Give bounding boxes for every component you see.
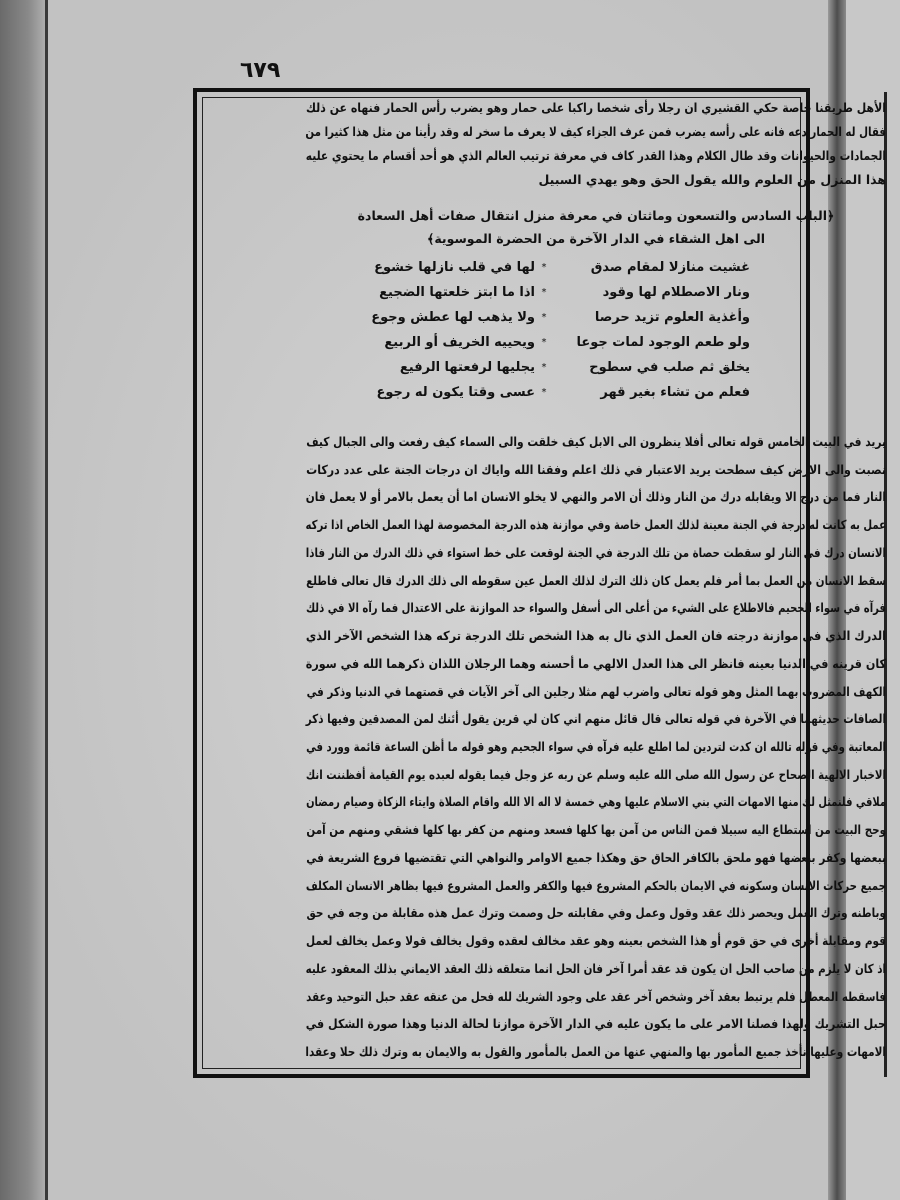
poem-separator-star: * — [541, 262, 547, 273]
poem-hemistich-left: ولا يذهب لها عطش وجوع — [371, 310, 535, 325]
body-text-line: وحج البيت من استطاع اليه سبيلا فمن الناس من آمن بها كلها فسعد ومنهم من كفر بها كلها فشقي ومنهم من آمن — [306, 822, 886, 838]
body-text-line: سقط الانسان من العمل بما أمر فلم يعمل كان ذلك الترك لذلك العمل عين سقوطه الى ذلك الدرك قال تعالى فاطلع — [306, 572, 886, 588]
body-text-line: الامهات وعليها نأخذ جميع المأمور بها والمنهي عنها من العمل بالمأمور والقول به والايمان به وترك ذلك حلا وعقدا — [305, 1044, 886, 1059]
body-text-line: الانسان درك في النار لو سقطت حصاة من تلك الدرجة في الجنة لوقعت على خط استواء في ذلك الدرك من النار فاذا — [305, 544, 886, 560]
intro-text-line: الأهل طريقنا خاصة حكي القشيري ان رجلا رأى شخصا راكبا على حمار وهو يضرب رأس الحمار فنهاه عن ذلك — [305, 100, 886, 115]
body-text-line: فاسقطه المعطل فلم يرتبط بعقد آخر وشخص آخر عقد على وجود الشريك لله فحل من عنقه عقد حبل التوحيد وعقد — [306, 988, 886, 1004]
body-text-line: فرآه في سواء الجحيم فالاطلاع على الشيء من أعلى الى أسفل والسواء حد الموازنة على الاعتدال فما رآه الا في ذلك — [305, 600, 886, 616]
intro-text-line: هذا المنزل من العلوم والله يقول الحق وهو يهدي السبيل — [538, 172, 886, 187]
poem-separator-star: * — [541, 337, 547, 348]
poem-hemistich-left: اذا ما ابتز خلعتها الضجيع — [379, 285, 535, 300]
poem-hemistich-right: وأغذية العلوم تزيد حرصا — [594, 310, 750, 325]
poem-separator-star: * — [541, 312, 547, 323]
poem-hemistich-right: ولو طعم الوجود لمات جوعا — [576, 335, 750, 350]
body-text-line: اذ كان لا يلزم من صاحب الحل ان يكون قد عقد أمرا آخر فان الحل انما متعلقه ذلك العقد الايماني بذلك المعقود عليه — [305, 960, 887, 976]
poem-separator-star: * — [541, 362, 547, 373]
body-text-line: نصبت والى الارض كيف سطحت يريد الاعتبار في ذلك اعلم وفقنا الله واياك ان درجات الجنة على عدد دركات — [306, 461, 886, 477]
poem-separator-star: * — [541, 287, 547, 298]
poem-hemistich-right: ونار الاصطلام لها وقود — [602, 285, 750, 300]
poem-hemistich-right: فعلم من تشاء بغير قهر — [600, 385, 750, 400]
poem-hemistich-left: لها في قلب نازلها خشوع — [374, 260, 535, 275]
body-text-line: قوم ومقابلة أخرى في حق قوم أو هذا الشخص بعينه وهو عقد مخالف لعقده وقول يخالف قولا وعمل يخالف لعمل — [306, 933, 886, 949]
body-text-line: الاخبار الالهية الصحاح عن رسول الله صلى الله عليه وسلم عن ربه عز وجل فيما يقوله لعبده يوم القيامة أفظننت انك — [305, 766, 886, 782]
body-text-line: الدرك الذي في موازنة درجته فان العمل الذي نال به هذا الشخص تلك الدرجة تركه هذا الشخص الآخر الذي — [305, 628, 886, 644]
body-text-line: النار فما من درج الا ويقابله درك من النار وذلك أن الامر والنهي لا يخلو الانسان اما أن يعمل بالامر أو لا يعمل فان — [305, 489, 886, 505]
body-text-line: كان قرينه في الدنيا بعينه فانظر الى هذا العدل الالهي ما أحسنه وهما الرجلان اللذان ذكرهما الله في سورة — [305, 655, 886, 671]
body-text-line: ملاقي فلنمثل لك منها الامهات التي بني الاسلام عليها وهي خمسة لا اله الا الله واقام الصلاة وايتاء الزكاة وصيام رمضان — [306, 794, 887, 810]
poem-hemistich-left: عسى وقتا يكون له رجوع — [376, 385, 535, 400]
chapter-heading-line: ﴿الباب السادس والتسعون وماثتان في معرفة منزل انتقال صفات أهل السعادة — [357, 208, 835, 223]
page-number: ٦٧٩ — [240, 58, 281, 83]
body-text-line: عمل به كانت له درجة في الجنة معينة لذلك العمل خاصة وفي موازنة هذه الدرجة المخصوصة لهذا العمل الخاص اذا تركه — [305, 517, 887, 533]
intro-text-line: فقال له الحمار دعه فانه على رأسه يضرب فمن عرف الجزاء كيف لا يعرف ما سخر له وقد رأينا من مثل هذا كثيرا من — [305, 124, 886, 139]
chapter-heading-line: الى اهل الشقاء في الدار الآخرة من الحضرة الموسوية﴾ — [427, 231, 765, 246]
body-text-line: حبل التشريك ولهذا فصلنا الامر على ما يكون عليه في الدار الآخرة موازنا لحالة الدنيا وهذا صورة الشكل في — [305, 1016, 886, 1032]
poem-hemistich-left: يجليها لرفعتها الرفيع — [399, 360, 535, 375]
body-text-line: المعاتبة وفي قوله تالله ان كدت لتردين لما اطلع عليه فرآه في سواء الجحيم وهو قوله ما أظن الساعة قائمة وورد في — [306, 739, 886, 754]
poem-hemistich-right: يخلق ثم صلب في سطوح — [589, 360, 750, 375]
book-gutter — [0, 0, 48, 1200]
body-text-line: جميع حركات الانسان وسكونه في الايمان بالحكم المشروع فيها والكفر والعمل المشروع فيها بظاهر الانسان المكلف — [305, 877, 886, 893]
body-text-line: الكهف المضروب بهما المثل وهو قوله تعالى واضرب لهم مثلا رجلين الى آخر الآيات في قصتهما في الدنيا وذكر في — [306, 683, 886, 699]
intro-text-line: الجمادات والحيوانات وقد طال الكلام وهذا القدر كاف في معرفة ترتيب العالم الذي هو أحد أقسام ما يحتوي عليه — [305, 148, 886, 163]
body-text-line: الصافات حديثهما في الآخرة في قوله تعالى قال قائل منهم اني كان لي قرين يقول أئنك لمن المصدقين وفيها ذكر — [305, 711, 886, 727]
poem-hemistich-right: غشيت منازلا لمقام صدق — [590, 260, 750, 275]
body-text-line: ببعضها وكفر ببعضها فهو ملحق بالكافر الحاق حق وهكذا جميع الاوامر والنواهي التي تقتضيها فروع الشريعة في — [306, 849, 886, 865]
poem-hemistich-left: ويحييه الخريف أو الربيع — [384, 335, 535, 350]
body-text-line: يريد في البيت الخامس قوله تعالى أفلا ينظرون الى الابل كيف خلقت والى السماء كيف رفعت والى الجبال كيف — [306, 434, 886, 449]
poem-separator-star: * — [541, 387, 547, 398]
body-text-line: وباطنه وترك العمل ويحصر ذلك عقد وقول وعمل وفي مقابلته حل وصمت وترك عمل هذه مقابلة من وجه في حق — [306, 905, 887, 921]
